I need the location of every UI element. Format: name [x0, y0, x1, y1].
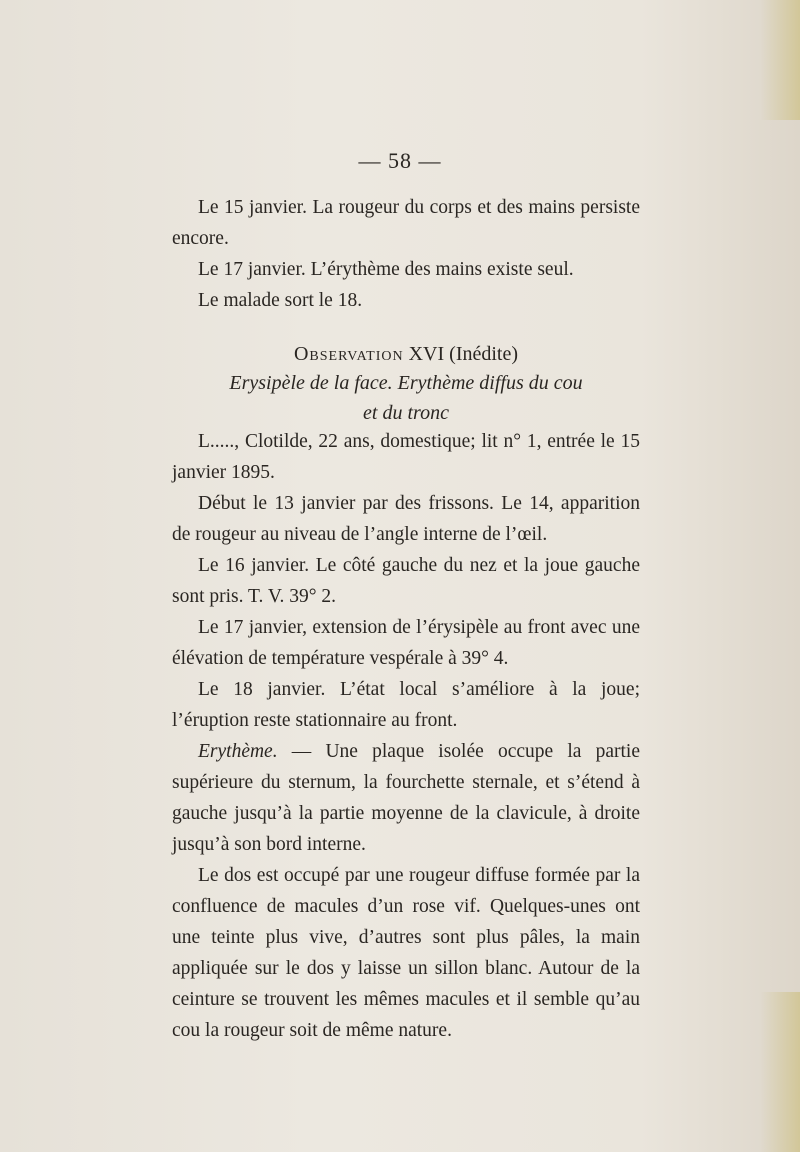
paragraph: L....., Clotilde, 22 ans, domestique; lit n° 1, entrée le 15 janvier 1895.	[172, 431, 640, 483]
page-stain-bottom	[760, 992, 800, 1152]
paragraph: Début le 13 janvier par des frissons. Le 14, apparition de rougeur au niveau de l’angle interne de l’œil.	[172, 493, 640, 545]
observation-number: XVI	[408, 343, 445, 365]
paragraph: Le 17 janvier, extension de l’érysipèle au front avec une élévation de température vespérale à 39° 4.	[172, 617, 640, 669]
observation-heading	[172, 338, 640, 370]
page-stain-top	[760, 0, 800, 120]
paragraph: Le malade sort le 18.	[198, 290, 363, 311]
erytheme-lead: Erythème.	[198, 741, 278, 762]
subtitle-line: et du tronc	[363, 402, 449, 424]
paragraph: Le 18 janvier. L’état local s’améliore à la joue; l’éruption reste stationnaire au front.	[172, 679, 640, 731]
subtitle-line: Erysipèle de la face. Erythème diffus du cou	[229, 372, 583, 394]
observation-label: Observation	[293, 343, 404, 365]
observation-note: (Inédite)	[449, 343, 519, 365]
paragraph: Le 16 janvier. Le côté gauche du nez et la joue gauche sont pris. T. V. 39° 2.	[172, 555, 640, 607]
paragraph: Le 17 janvier. L’érythème des mains existe seul.	[198, 259, 574, 280]
page-number: — 58 —	[358, 148, 442, 173]
paragraph: Le 15 janvier. La rougeur du corps et des mains persiste encore.	[172, 197, 640, 249]
erytheme-text: — Une plaque isolée occupe la partie supérieure du sternum, la fourchette sternale, et s’étend à gauche jusqu’à la partie moyenne de la clavicule, à droite jusqu’à son bord interne.	[172, 741, 640, 855]
observation-body	[172, 426, 640, 1046]
intro-text	[172, 192, 640, 316]
observation-subtitle	[172, 368, 640, 428]
paragraph: Le dos est occupé par une rougeur diffuse formée par la confluence de macules d’un rose vif. Quelques-unes ont une teinte plus vive, d’autres sont plus pâles, la main appliquée sur le dos y laisse un sillon blanc. Autour de la ceinture se trouvent les mêmes macules et il semble qu’au cou la rougeur soit de même nature.	[172, 865, 640, 1041]
paragraph	[172, 736, 640, 860]
